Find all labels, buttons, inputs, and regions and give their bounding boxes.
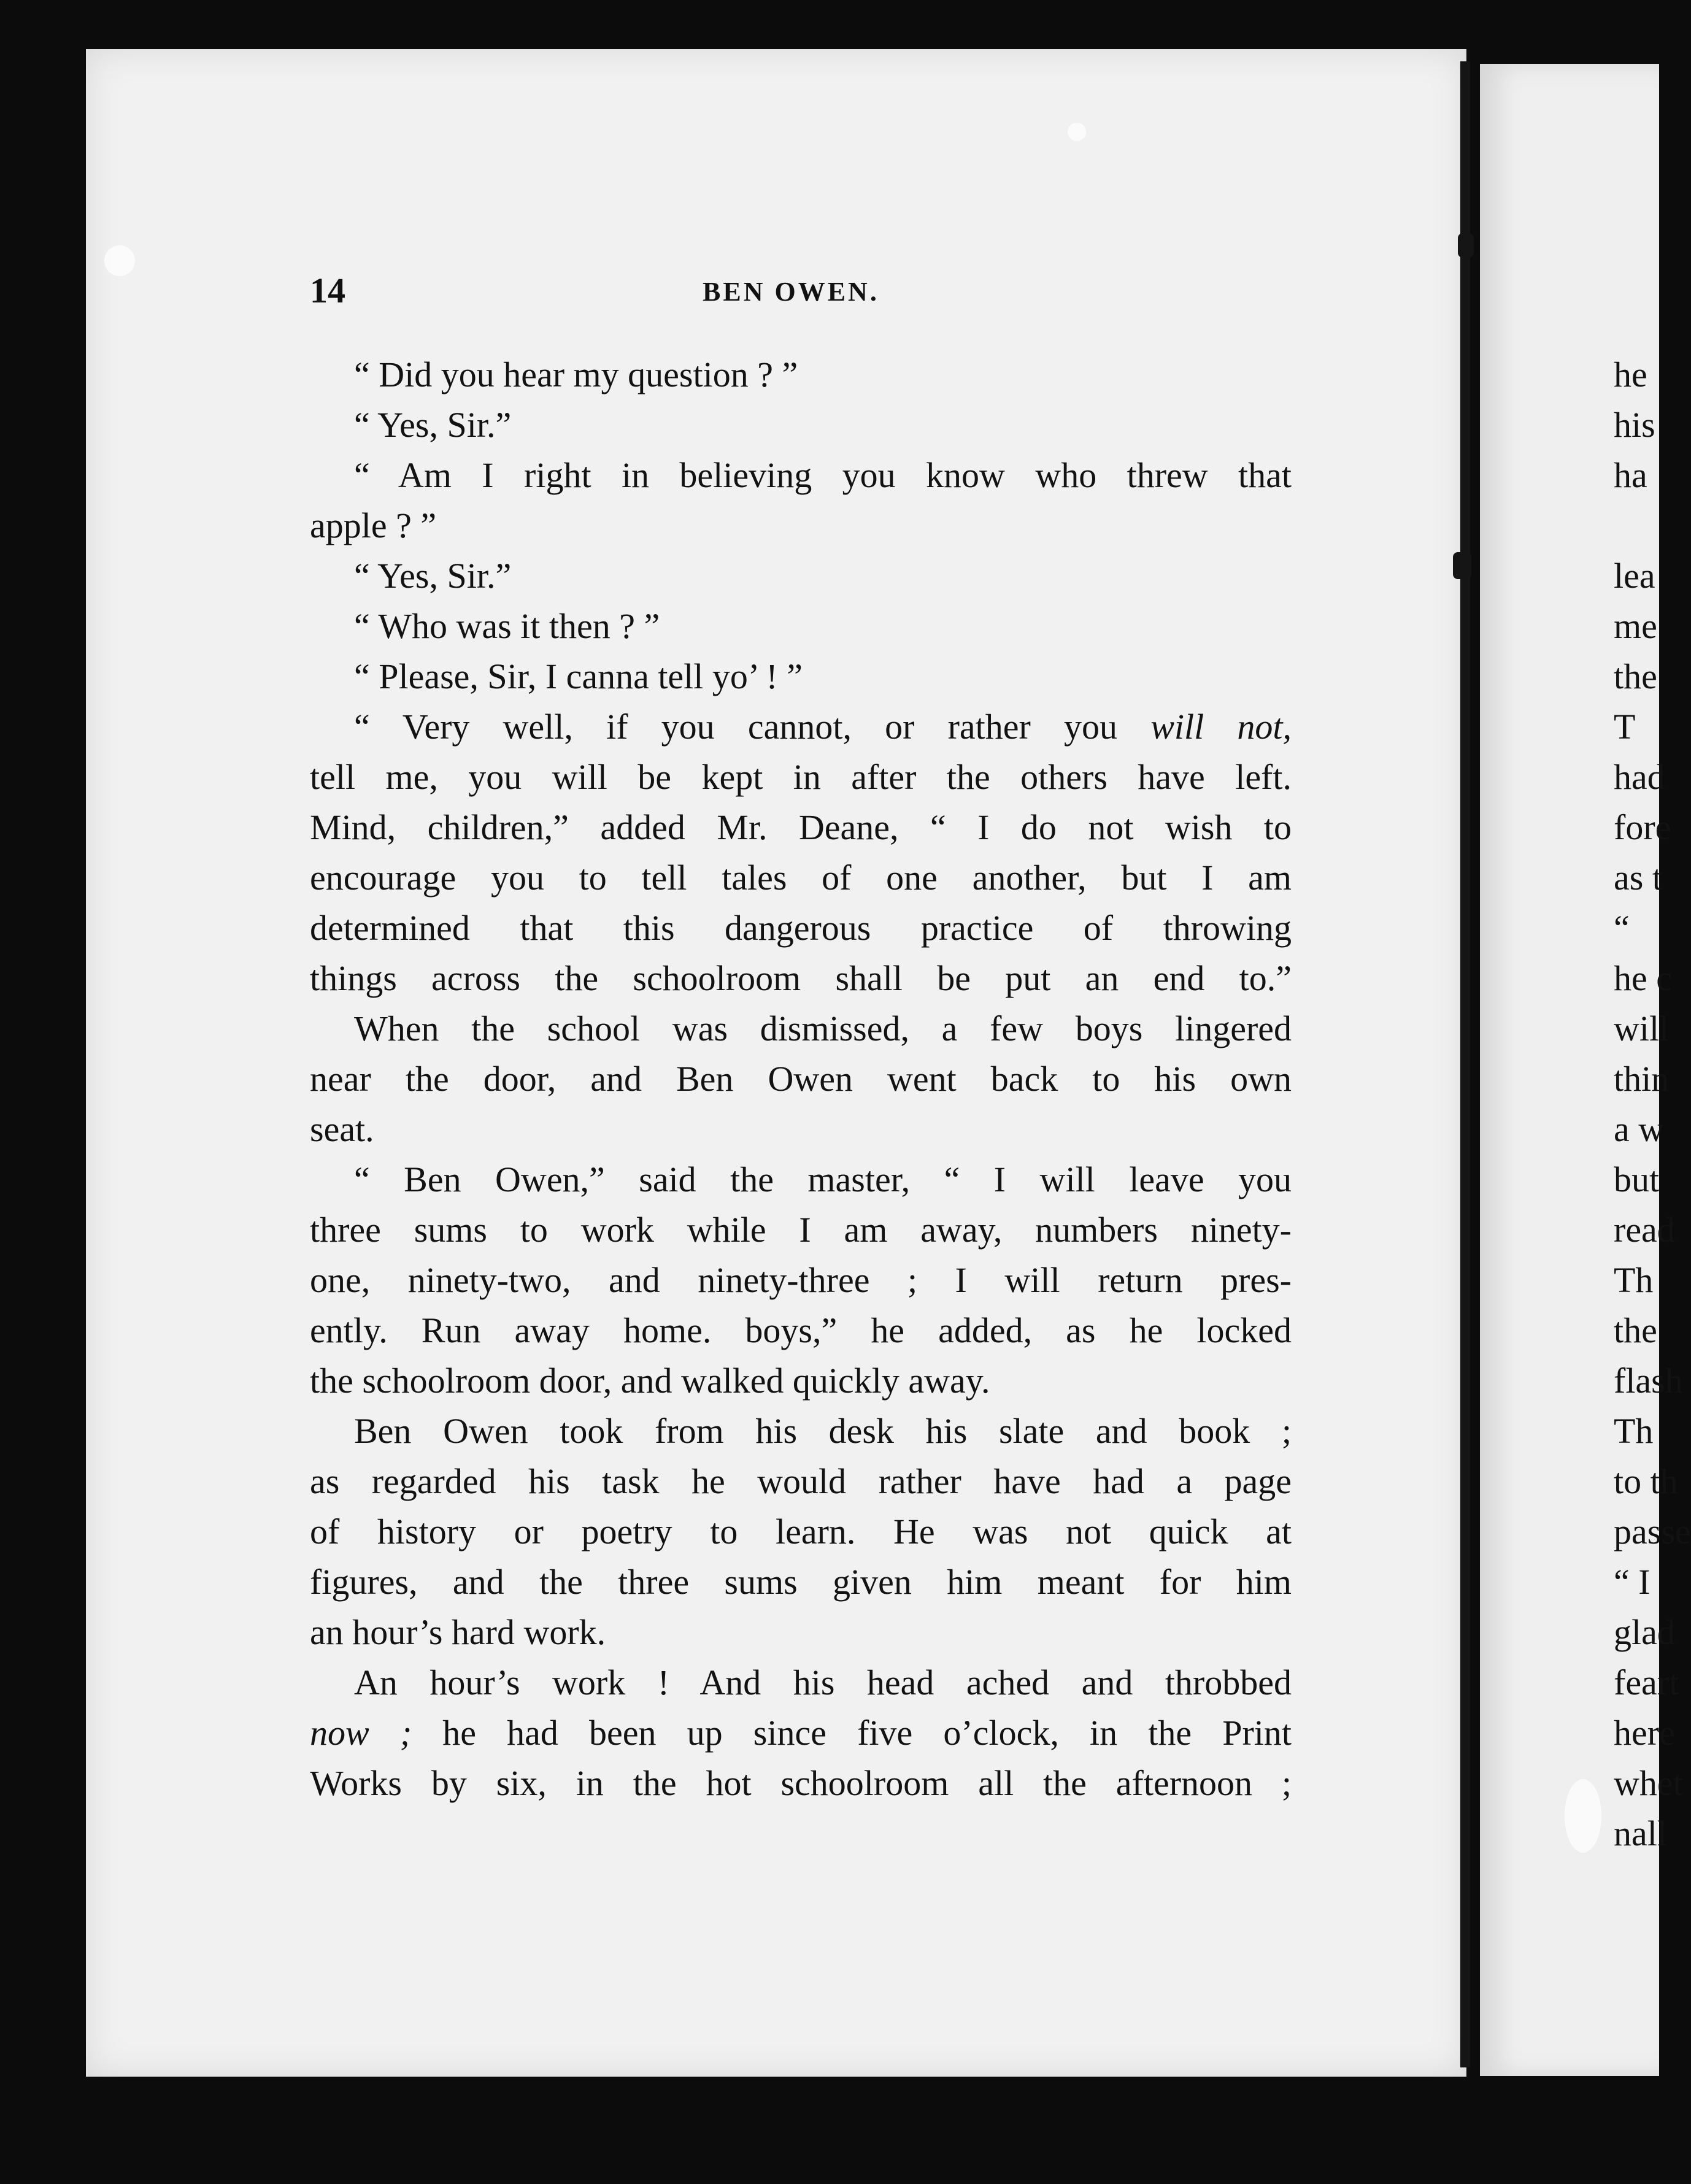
text-line: three sums to work while I am away, numbers ninety- (310, 1210, 1292, 1250)
facing-fragment: read (1614, 1210, 1675, 1250)
facing-fragment: flash (1614, 1361, 1683, 1401)
text-line: as regarded his task he would rather have had a page (310, 1461, 1292, 1501)
text-line: near the door, and Ben Owen went back to his own (310, 1059, 1292, 1099)
italic-segment: now ; (310, 1713, 412, 1753)
text-line: “ Did you hear my question ? ” (354, 355, 798, 394)
text-line: “ Yes, Sir.” (354, 405, 512, 445)
text-line: an hour’s hard work. (310, 1612, 606, 1652)
text-segment: he had been up since five o’clock, in the Print (442, 1713, 1292, 1753)
facing-fragment: here (1614, 1713, 1675, 1753)
book-gutter (1460, 61, 1470, 2067)
text-line: “ Am I right in believing you know who threw that (354, 455, 1292, 495)
facing-fragment: fore (1614, 807, 1671, 847)
facing-fragment: passe (1614, 1512, 1691, 1551)
facing-fragment: whet (1614, 1763, 1683, 1803)
scan-speck (104, 245, 135, 276)
running-head (310, 270, 1304, 325)
facing-fragment: he c (1614, 958, 1672, 998)
scan-speck (1565, 1779, 1601, 1853)
italic-segment: will not, (1150, 707, 1292, 747)
text-segment: “ Very well, if you cannot, or rather you (354, 707, 1118, 747)
gutter-notch-top (1458, 233, 1474, 258)
facing-fragment (1614, 501, 1691, 551)
text-line: seat. (310, 1109, 374, 1149)
facing-fragment: his (1614, 405, 1655, 445)
facing-fragment: ha (1614, 455, 1647, 495)
facing-fragment: glad (1614, 1612, 1675, 1652)
facing-fragment: T (1614, 707, 1636, 747)
text-line: Ben Owen took from his desk his slate and book ; (354, 1411, 1292, 1451)
gutter-notch-bottom (1453, 552, 1471, 579)
page-number: 14 (310, 271, 345, 310)
text-line: “ Yes, Sir.” (354, 556, 512, 596)
running-title: BEN OWEN. (703, 277, 879, 307)
text-line: When the school was dismissed, a few boys lingered (354, 1009, 1292, 1048)
facing-fragment: “ (1614, 908, 1630, 948)
text-line: one, ninety-two, and ninety-three ; I will return pres- (310, 1260, 1292, 1300)
facing-fragment: Th (1614, 1260, 1654, 1300)
facing-fragment: as t (1614, 858, 1662, 898)
scan-speck (1068, 123, 1086, 141)
facing-fragment: Th (1614, 1411, 1654, 1451)
text-line: the schoolroom door, and walked quickly away. (310, 1361, 990, 1401)
text-line: ently. Run away home. boys,” he added, as he locked (310, 1310, 1292, 1350)
facing-fragment: “ I (1614, 1562, 1651, 1602)
text-line: Works by six, in the hot schoolroom all the afternoon ; (310, 1763, 1292, 1803)
text-line: Mind, children,” added Mr. Deane, “ I do not wish to (310, 807, 1292, 847)
text-line: determined that this dangerous practice of throwing (310, 908, 1292, 948)
text-line: of history or poetry to learn. He was not quick at (310, 1512, 1292, 1551)
facing-fragment: me (1614, 606, 1657, 646)
facing-fragment: but (1614, 1159, 1660, 1199)
text-line: An hour’s work ! And his head ached and throbbed (354, 1663, 1292, 1702)
text-line: “ Who was it then ? ” (354, 606, 660, 646)
text-line: encourage you to tell tales of one another, but I am (310, 858, 1292, 898)
facing-fragment: nall (1614, 1813, 1667, 1853)
facing-fragment: he (1614, 355, 1647, 394)
text-line: things across the schoolroom shall be put an end to.” (310, 958, 1292, 998)
text-line: “ Ben Owen,” said the master, “ I will leave you (354, 1159, 1292, 1199)
facing-fragment: to th (1614, 1461, 1678, 1501)
text-line: tell me, you will be kept in after the others have left. (310, 757, 1292, 797)
facing-fragment: a w (1614, 1109, 1665, 1149)
facing-fragment: had (1614, 757, 1665, 797)
text-line: “ Please, Sir, I canna tell yo’ ! ” (354, 656, 803, 696)
text-line: figures, and the three sums given him meant for him (310, 1562, 1292, 1602)
text-line (310, 702, 1292, 752)
body-text (310, 350, 1292, 1809)
text-line: apple ? ” (310, 506, 437, 545)
facing-fragment: thin (1614, 1059, 1670, 1099)
facing-fragment: will (1614, 1009, 1670, 1048)
text-line (310, 1708, 1292, 1758)
facing-fragment: lea (1614, 556, 1655, 596)
facing-fragment: the (1614, 1310, 1657, 1350)
facing-fragment: the (1614, 656, 1657, 696)
facing-fragment: feart (1614, 1663, 1679, 1702)
facing-page-text (1614, 350, 1691, 1859)
